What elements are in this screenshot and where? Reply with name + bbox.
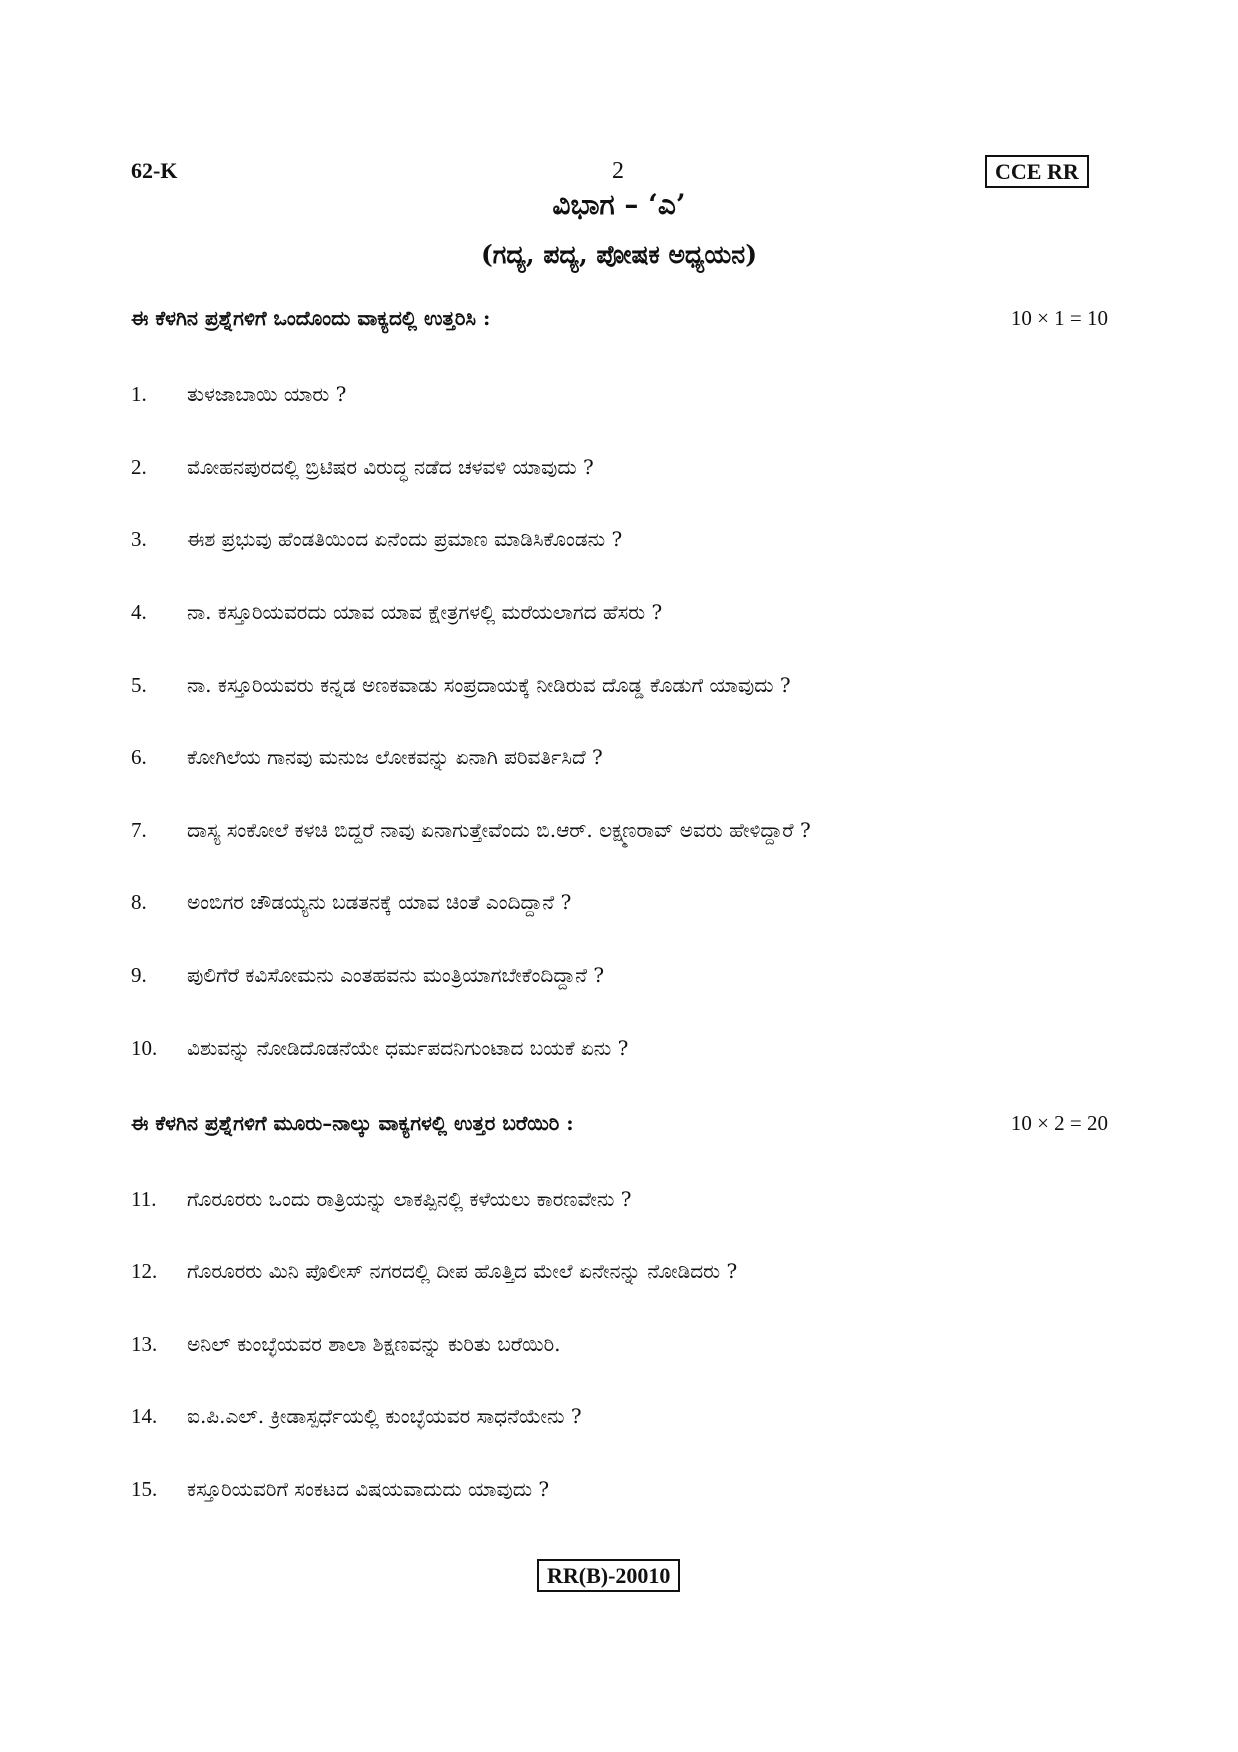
question-text: ಕಸ್ತೂರಿಯವರಿಗೆ ಸಂಕಟದ ವಿಷಯವಾದುದು ಯಾವುದು ? bbox=[187, 1477, 550, 1501]
question-text: ಪುಲಿಗೆರೆ ಕವಿಸೋಮನು ಎಂತಹವನು ಮಂತ್ರಿಯಾಗಬೇಕೆಂದಿದ್ದಾನೆ ? bbox=[187, 963, 605, 987]
question-text: ಗೊರೂರರು ಒಂದು ರಾತ್ರಿಯನ್ನು ಲಾಕಪ್ಪಿನಲ್ಲಿ ಕಳೆಯಲು ಕಾರಣವೇನು ? bbox=[187, 1187, 632, 1211]
question-text: ಮೋಹನಪುರದಲ್ಲಿ ಬ್ರಿಟಿಷರ ವಿರುದ್ಧ ನಡೆದ ಚಳವಳಿ ಯಾವುದು ? bbox=[187, 455, 594, 479]
question-item bbox=[131, 745, 603, 770]
question-item bbox=[131, 1404, 582, 1429]
question-number: 12. bbox=[131, 1259, 158, 1283]
question-number: 5. bbox=[131, 673, 147, 697]
part1-instruction: ಈ ಕೆಳಗಿನ ಪ್ರಶ್ನೆಗಳಿಗೆ ಒಂದೊಂದು ವಾಕ್ಯದಲ್ಲಿ ಉತ್ತರಿಸಿ : bbox=[131, 306, 491, 330]
question-item bbox=[131, 1332, 561, 1357]
question-item bbox=[131, 890, 571, 915]
question-text: ತುಳಜಾಬಾಯಿ ಯಾರು ? bbox=[187, 382, 347, 406]
part2-instruction: ಈ ಕೆಳಗಿನ ಪ್ರಶ್ನೆಗಳಿಗೆ ಮೂರು–ನಾಲ್ಕು ವಾಕ್ಯಗಳಲ್ಲಿ ಉತ್ತರ ಬರೆಯಿರಿ : bbox=[131, 1111, 574, 1135]
question-item bbox=[131, 455, 594, 480]
paper-code-label: 62-K bbox=[131, 158, 178, 183]
question-text: ದಾಸ್ಯ ಸಂಕೋಲೆ ಕಳಚಿ ಬಿದ್ದರೆ ನಾವು ಏನಾಗುತ್ತೇವೆಂದು ಬಿ.ಆರ್. ಲಕ್ಷ್ಮಣರಾವ್ ಅವರು ಹೇಳಿದ್ದಾರೆ ? bbox=[187, 818, 811, 842]
section-subtitle: (ಗದ್ಯ, ಪದ್ಯ, ಪೋಷಕ ಅಧ್ಯಯನ) bbox=[480, 240, 758, 269]
question-text: ವಿಶುವನ್ನು ನೋಡಿದೊಡನೆಯೇ ಧರ್ಮಪದನಿಗುಂಟಾದ ಬಯಕೆ ಏನು ? bbox=[187, 1036, 629, 1060]
question-text: ಅನಿಲ್ ಕುಂಬ್ಳೆಯವರ ಶಾಲಾ ಶಿಕ್ಷಣವನ್ನು ಕುರಿತು ಬರೆಯಿರಿ. bbox=[187, 1332, 561, 1356]
question-text: ಕೋಗಿಲೆಯ ಗಾನವು ಮನುಜ ಲೋಕವನ್ನು ಏನಾಗಿ ಪರಿವರ್ತಿಸಿದೆ ? bbox=[187, 745, 603, 769]
question-text: ಗೊರೂರರು ಮಿನಿ ಪೊಲೀಸ್ ನಗರದಲ್ಲಿ ದೀಪ ಹೊತ್ತಿದ ಮೇಲೆ ಏನೇನನ್ನು ನೋಡಿದರು ? bbox=[187, 1259, 738, 1283]
question-item bbox=[131, 600, 662, 625]
question-item bbox=[131, 527, 622, 552]
question-item bbox=[131, 1036, 628, 1061]
question-item bbox=[131, 818, 811, 843]
question-number: 8. bbox=[131, 890, 147, 914]
question-number: 9. bbox=[131, 963, 147, 987]
question-text: ಅಂಬಿಗರ ಚೌಡಯ್ಯನು ಬಡತನಕ್ಕೆ ಯಾವ ಚಿಂತೆ ಎಂದಿದ್ದಾನೆ ? bbox=[187, 890, 572, 914]
question-number: 7. bbox=[131, 818, 147, 842]
page-number: 2 bbox=[612, 158, 624, 184]
question-item bbox=[131, 963, 604, 988]
question-number: 14. bbox=[131, 1404, 158, 1428]
question-text: ಈಶ ಪ್ರಭುವು ಹೆಂಡತಿಯಿಂದ ಏನೆಂದು ಪ್ರಮಾಣ ಮಾಡಿಸಿಕೊಂಡನು ? bbox=[187, 527, 623, 551]
section-title: ವಿಭಾಗ – ‘ಎ’ bbox=[552, 188, 686, 221]
paper-tag-box: CCE RR bbox=[985, 155, 1089, 188]
question-number: 3. bbox=[131, 527, 147, 551]
footer-paper-code-box: RR(B)-20010 bbox=[537, 1559, 680, 1592]
question-number: 1. bbox=[131, 382, 147, 406]
question-number: 13. bbox=[131, 1332, 158, 1356]
question-text: ನಾ. ಕಸ್ತೂರಿಯವರು ಕನ್ನಡ ಅಣಕವಾಡು ಸಂಪ್ರದಾಯಕ್ಕೆ ನೀಡಿರುವ ದೊಡ್ಡ ಕೊಡುಗೆ ಯಾವುದು ? bbox=[187, 673, 791, 697]
question-item bbox=[131, 1187, 631, 1212]
question-item bbox=[131, 1477, 549, 1502]
part2-marks: 10 × 2 = 20 bbox=[1010, 1111, 1108, 1135]
question-item bbox=[131, 673, 791, 698]
question-number: 10. bbox=[131, 1036, 158, 1060]
question-text: ಐ.ಪಿ.ಎಲ್. ಕ್ರೀಡಾಸ್ಪರ್ಧೆಯಲ್ಲಿ ಕುಂಬ್ಳೆಯವರ ಸಾಧನೆಯೇನು ? bbox=[187, 1404, 582, 1428]
question-item bbox=[131, 382, 346, 407]
question-number: 6. bbox=[131, 745, 147, 769]
part1-marks: 10 × 1 = 10 bbox=[1010, 306, 1108, 330]
question-number: 15. bbox=[131, 1477, 158, 1501]
question-number: 11. bbox=[131, 1187, 157, 1211]
question-number: 4. bbox=[131, 600, 147, 624]
question-text: ನಾ. ಕಸ್ತೂರಿಯವರದು ಯಾವ ಯಾವ ಕ್ಷೇತ್ರಗಳಲ್ಲಿ ಮರೆಯಲಾಗದ ಹೆಸರು ? bbox=[187, 600, 663, 624]
question-number: 2. bbox=[131, 455, 147, 479]
question-item bbox=[131, 1259, 737, 1284]
